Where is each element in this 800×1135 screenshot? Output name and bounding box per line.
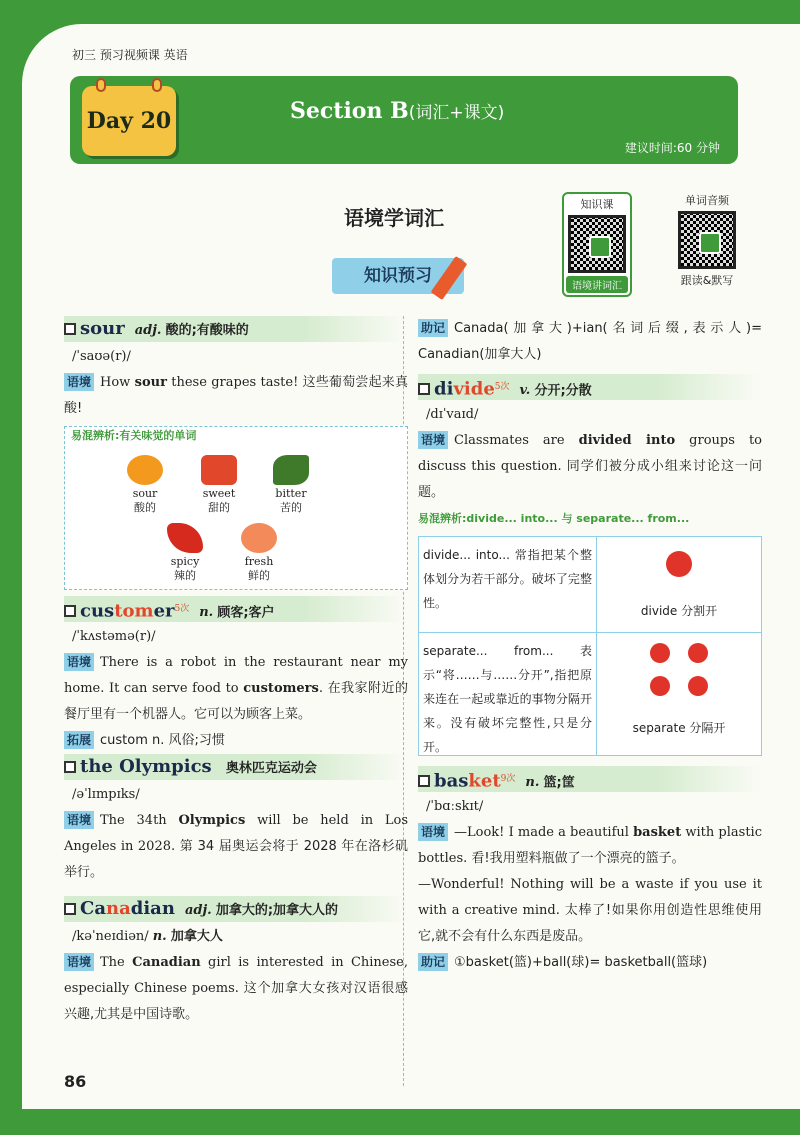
headword: the Olympics [80, 756, 212, 777]
checkbox[interactable] [418, 383, 430, 395]
checkbox[interactable] [64, 761, 76, 773]
entry-olympics [64, 754, 408, 780]
extension-tag: 拓展 [64, 731, 94, 749]
part-of-speech: adj. [184, 903, 212, 918]
section-title [290, 98, 504, 124]
checkbox[interactable] [64, 605, 76, 617]
orange-icon [127, 455, 163, 485]
frequency-badge: 9次 [500, 774, 516, 784]
calendar-ring-icon [152, 78, 162, 92]
headword: sour [80, 318, 125, 339]
phonetic: /dɪˈvaɪd/ [426, 407, 479, 422]
checkbox[interactable] [418, 775, 430, 787]
compare-row [419, 537, 761, 633]
section-banner [70, 76, 738, 164]
qr-bottom-label: 语境讲词汇 [566, 276, 628, 293]
entry-customer [64, 596, 408, 622]
apple-icon [688, 676, 708, 696]
checkbox[interactable] [64, 323, 76, 335]
audio-qr[interactable] [672, 192, 742, 288]
definition: 分开;分散 [534, 383, 592, 399]
phonetic-line [64, 924, 408, 950]
confuse-title: 易混辨析:有关味觉的单词 [71, 429, 197, 442]
checkbox[interactable] [64, 903, 76, 915]
suggested-time: 建议时间:60 分钟 [624, 141, 720, 155]
definition: 篮;筐 [543, 775, 575, 791]
example: 语境 There is a robot in the restaurant near my home. It can serve food to customers. 在我家附近的餐厅里有一个机器人。它可以为顾客上菜。 [64, 655, 408, 722]
page-number: 86 [64, 1072, 87, 1091]
example: —Wonderful! Nothing will be a waste if you use it with a creative mind. 太棒了!如果你用创造性思维使用它,就不会有什么东西是废品。 [418, 877, 762, 944]
candy-icon [201, 455, 237, 485]
headword: basket [434, 770, 501, 792]
part-of-speech: n. [152, 929, 167, 944]
apple-icon [688, 643, 708, 663]
section-name: Section B [290, 98, 409, 124]
extension: 拓展 custom n. 风俗;习惯 [64, 728, 408, 754]
taste-item: fresh 鲜的 [229, 523, 289, 583]
definition: 酸的;有酸味的 [165, 323, 249, 338]
frequency-badge: 5次 [174, 604, 190, 614]
phonetic: /əˈlɪmpɪks/ [72, 787, 140, 802]
compare-caption: divide 分割开 [640, 604, 718, 618]
apples-group [597, 674, 761, 707]
entry-canadian [64, 896, 408, 922]
example-tag: 语境 [418, 431, 448, 449]
right-column [418, 316, 762, 976]
taste-item: sweet 甜的 [189, 455, 249, 515]
qr-top-label: 知识课 [580, 198, 614, 211]
part-of-speech: n. [199, 605, 214, 621]
example: 语境 How sour these grapes taste! 这些葡萄尝起来真酸! [64, 375, 408, 416]
example-tag: 语境 [418, 823, 448, 841]
page-title: 语境学词汇 [344, 206, 444, 230]
compare-row [419, 633, 761, 755]
apples-group [597, 641, 761, 674]
part-of-speech: adj. [134, 323, 162, 338]
compare-caption: separate 分隔开 [632, 721, 726, 735]
apple-icon [650, 643, 670, 663]
apple-icon [650, 676, 670, 696]
confuse-title: 易混辨析:divide... into... 与 separate... from... [418, 512, 690, 525]
definition: 加拿大人 [170, 929, 223, 944]
phonetic: /ˈbɑːskɪt/ [426, 799, 484, 814]
headword: Canadian [80, 898, 175, 919]
memo-tag: 助记 [418, 319, 448, 337]
example-tag: 语境 [64, 953, 94, 971]
chili-icon [167, 523, 203, 553]
compare-picture [597, 537, 761, 632]
example-tag: 语境 [64, 811, 94, 829]
memo: 助记 ①basket(篮)+ball(球)= basketball(篮球) [418, 950, 762, 976]
page [22, 24, 800, 1109]
day-card [82, 86, 176, 156]
phonetic: /kəˈneɪdiən/ [72, 929, 149, 944]
phonetic: /ˈsaʊə(r)/ [72, 349, 131, 364]
section-subtitle: (词汇+课文) [408, 103, 505, 123]
compare-text: separate... from... 表示“将……与……分开”,指把原来连在一起或靠近的事物分隔开来。没有破坏完整性,只是分开。 [419, 633, 597, 755]
entry-basket [418, 766, 762, 792]
memo-tag: 助记 [418, 953, 448, 971]
qr-code-icon [678, 211, 736, 269]
qr-bottom-label: 跟读&默写 [680, 274, 734, 287]
compare-picture [597, 633, 761, 755]
example-tag: 语境 [64, 653, 94, 671]
taste-item: bitter 苦的 [261, 455, 321, 515]
example: 语境 —Look! I made a beautiful basket with plastic bottles. 看!我用塑料瓶做了一个漂亮的篮子。 [418, 825, 763, 866]
apple-icon [666, 551, 692, 577]
entry-divide [418, 374, 762, 400]
definition: 顾客;客户 [217, 605, 275, 621]
entry-sour [64, 316, 408, 342]
part-of-speech: n. [525, 775, 540, 791]
compare-table [418, 536, 762, 756]
taste-box [64, 426, 408, 590]
breadcrumb: 初三 预习视频课 英语 [72, 48, 188, 62]
example: 语境 The Canadian girl is interested in Chinese, especially Chinese poems. 这个加拿大女孩对汉语很感兴趣,尤其是中国诗歌。 [64, 955, 408, 1022]
taste-item: sour 酸的 [115, 455, 175, 515]
definition: 加拿大的;加拿大人的 [215, 903, 339, 918]
left-column [64, 316, 408, 1028]
headword: customer [80, 600, 175, 622]
bitter-melon-icon [273, 455, 309, 485]
example-tag: 语境 [64, 373, 94, 391]
part-of-speech: v. [519, 383, 531, 399]
lesson-qr[interactable] [562, 192, 632, 297]
taste-item: spicy 辣的 [155, 523, 215, 583]
memo: 助记 Canada(加拿大)+ian(名词后缀,表示人)= Canadian(加拿大人) [418, 321, 762, 362]
headword: divide [434, 378, 495, 400]
shrimp-icon [241, 523, 277, 553]
example: 语境 The 34th Olympics will be held in Los Angeles in 2028. 第 34 届奥运会将于 2028 年在洛杉矶举行。 [64, 813, 409, 880]
compare-text: divide... into... 常指把某个整体划分为若干部分。破坏了完整性。 [419, 537, 597, 632]
frequency-badge: 5次 [494, 382, 510, 392]
calendar-ring-icon [96, 78, 106, 92]
qr-code-icon [568, 215, 626, 273]
day-label: Day 20 [86, 108, 172, 134]
example: 语境 Classmates are divided into groups to discuss this question. 同学们被分成小组来讨论这一问题。 [418, 433, 762, 500]
qr-top-label: 单词音频 [685, 194, 729, 207]
definition: 奥林匹克运动会 [225, 761, 317, 776]
phonetic: /ˈkʌstəmə(r)/ [72, 629, 156, 644]
preview-tag: 知识预习 [332, 258, 464, 294]
